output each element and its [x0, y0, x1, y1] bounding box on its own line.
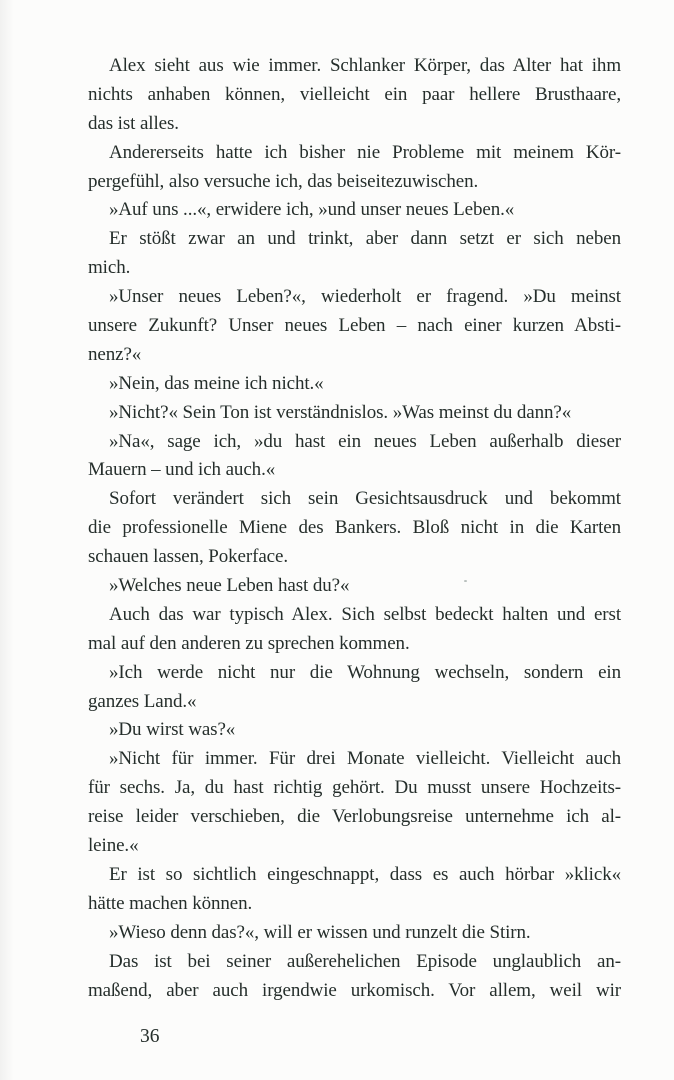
text-line: »Unser neues Leben?«, wiederholt er fragend. »Du meinst: [109, 286, 621, 308]
text-line: Mauern – und ich auch.«: [88, 459, 276, 481]
text-line: mich.: [88, 257, 131, 279]
text-line: Das ist bei seiner außerehelichen Episode unglaublich an-: [109, 950, 621, 972]
text-line: leine.«: [88, 835, 139, 857]
text-line: reise leider verschieben, die Verlobungsreise unternehme ich al-: [88, 806, 621, 828]
text-line: nenz?«: [88, 343, 142, 365]
text-line: Er stößt zwar an und trinkt, aber dann setzt er sich neben: [109, 228, 621, 250]
text-line: »Ich werde nicht nur die Wohnung wechseln, sondern ein: [109, 661, 621, 683]
text-line: »Nicht für immer. Für drei Monate vielleicht. Vielleicht auch: [109, 748, 621, 770]
text-line: »Wieso denn das?«, will er wissen und runzelt die Stirn.: [109, 921, 531, 943]
text-line: nichts anhaben können, vielleicht ein paar hellere Brusthaare,: [88, 83, 621, 105]
scan-artifact: [464, 580, 467, 582]
text-line: »Nicht?« Sein Ton ist verständnislos. »Was meinst du dann?«: [109, 401, 572, 423]
text-line: »Du wirst was?«: [109, 719, 236, 741]
text-line: Alex sieht aus wie immer. Schlanker Körper, das Alter hat ihm: [109, 55, 621, 76]
text-line: schauen lassen, Pokerface.: [88, 546, 288, 568]
text-line: »Nein, das meine ich nicht.«: [109, 372, 324, 394]
text-line: »Welches neue Leben hast du?«: [109, 575, 350, 597]
text-line: »Auf uns ...«, erwidere ich, »und unser neues Leben.«: [109, 199, 515, 221]
text-line: Auch das war typisch Alex. Sich selbst bedeckt halten und erst: [109, 603, 621, 625]
text-line: die professionelle Miene des Bankers. Bloß nicht in die Karten: [88, 517, 621, 539]
text-line: »Na«, sage ich, »du hast ein neues Leben außerhalb dieser: [109, 430, 621, 452]
text-line: unsere Zukunft? Unser neues Leben – nach einer kurzen Absti-: [88, 315, 621, 337]
text-line: hätte machen können.: [88, 892, 253, 914]
text-line: Andererseits hatte ich bisher nie Probleme mit meinem Kör-: [109, 141, 621, 163]
text-line: für sechs. Ja, du hast richtig gehört. Du musst unsere Hochzeits-: [88, 777, 621, 799]
page-edge-shadow: [0, 0, 14, 1080]
text-column: [88, 52, 621, 1005]
text-line: Sofort verändert sich sein Gesichtsausdruck und bekommt: [109, 488, 621, 510]
text-line: das ist alles.: [88, 112, 179, 134]
text-line: maßend, aber auch irgendwie urkomisch. Vor allem, weil wir: [88, 979, 621, 1001]
text-line: pergefühl, also versuche ich, das beiseitezuwischen.: [88, 170, 479, 192]
page-number: 36: [140, 1026, 160, 1047]
text-line: Er ist so sichtlich eingeschnappt, dass es auch hörbar »klick«: [109, 863, 621, 885]
text-line: mal auf den anderen zu sprechen kommen.: [88, 632, 410, 654]
text-line: ganzes Land.«: [88, 690, 197, 712]
